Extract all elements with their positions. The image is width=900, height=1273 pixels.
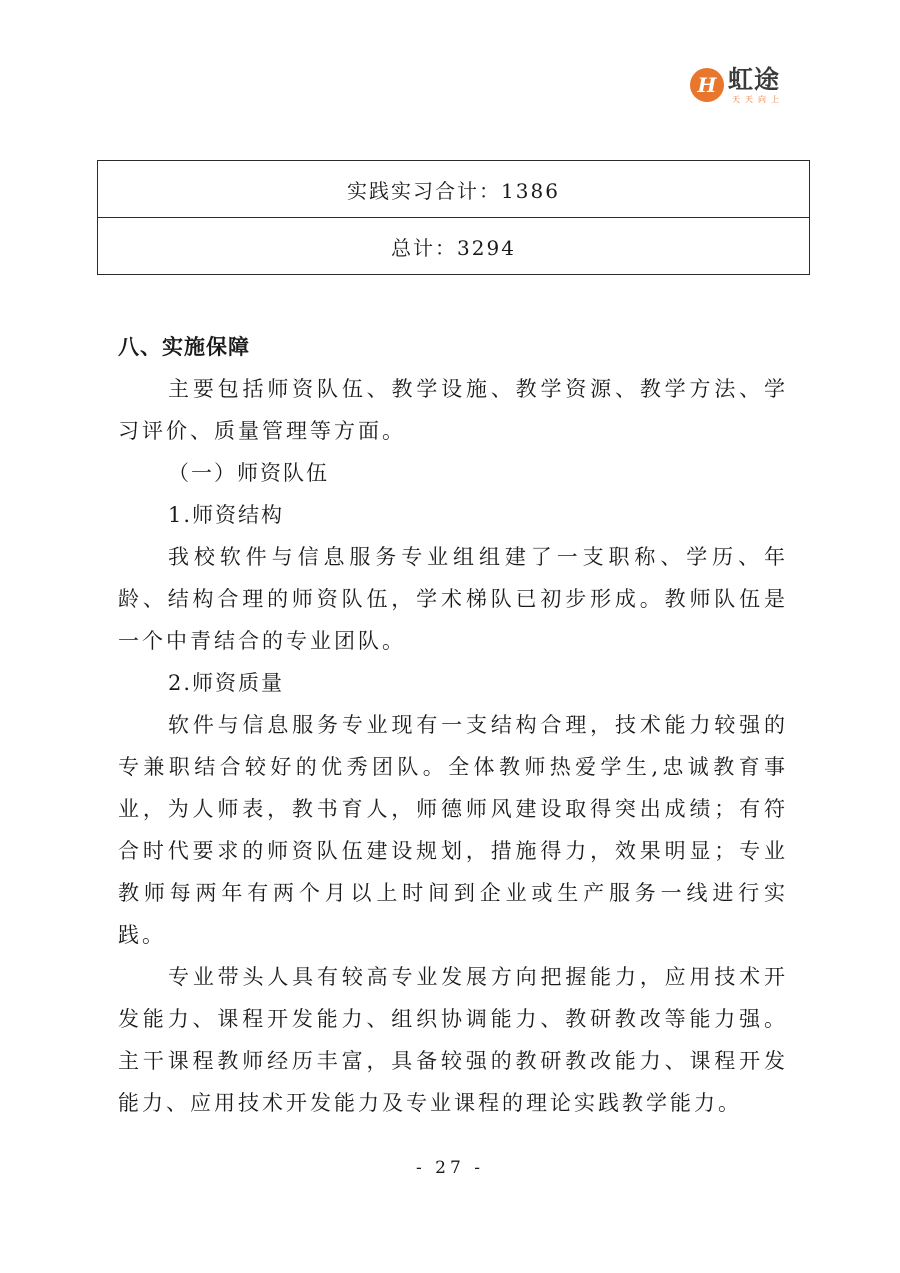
document-body bbox=[118, 326, 788, 1124]
item2-paragraph-1: 软件与信息服务专业现有一支结构合理，技术能力较强的专兼职结合较好的优秀团队。全体教师热爱学生,忠诚教育事业，为人师表，教书育人，师德师风建设取得突出成绩；有符合时代要求的师资队伍建设规划，措施得力，效果明显；专业教师每两年有两个月以上时间到企业或生产服务一线进行实践。 bbox=[118, 713, 788, 947]
table-row bbox=[98, 161, 810, 218]
totals-table bbox=[97, 160, 810, 275]
brand-logo bbox=[690, 64, 800, 108]
item2-title: 2.师资质量 bbox=[168, 671, 285, 695]
table-row bbox=[98, 218, 810, 275]
subsection-title: （一）师资队伍 bbox=[168, 461, 329, 485]
svg-text:H: H bbox=[697, 73, 717, 97]
logo-mark-icon bbox=[690, 68, 724, 102]
grand-total-cell: 总计：3294 bbox=[98, 218, 810, 275]
item1-paragraph: 我校软件与信息服务专业组组建了一支职称、学历、年龄、结构合理的师资队伍，学术梯队已初步形成。教师队伍是一个中青结合的专业团队。 bbox=[118, 545, 788, 653]
practice-total-cell: 实践实习合计：1386 bbox=[98, 161, 810, 218]
logo-slogan: 天天向上 bbox=[732, 95, 784, 104]
logo-name: 虹途 bbox=[728, 65, 781, 94]
section-heading: 八、实施保障 bbox=[118, 335, 250, 359]
section-intro: 主要包括师资队伍、教学设施、教学资源、教学方法、学习评价、质量管理等方面。 bbox=[118, 377, 788, 443]
item1-title: 1.师资结构 bbox=[168, 503, 285, 527]
page-number: - 27 - bbox=[416, 1158, 484, 1178]
item2-paragraph-2: 专业带头人具有较高专业发展方向把握能力，应用技术开发能力、课程开发能力、组织协调能力、教研教改等能力强。主干课程教师经历丰富，具备较强的教研教改能力、课程开发能力、应用技术开发能力及专业课程的理论实践教学能力。 bbox=[118, 965, 788, 1115]
